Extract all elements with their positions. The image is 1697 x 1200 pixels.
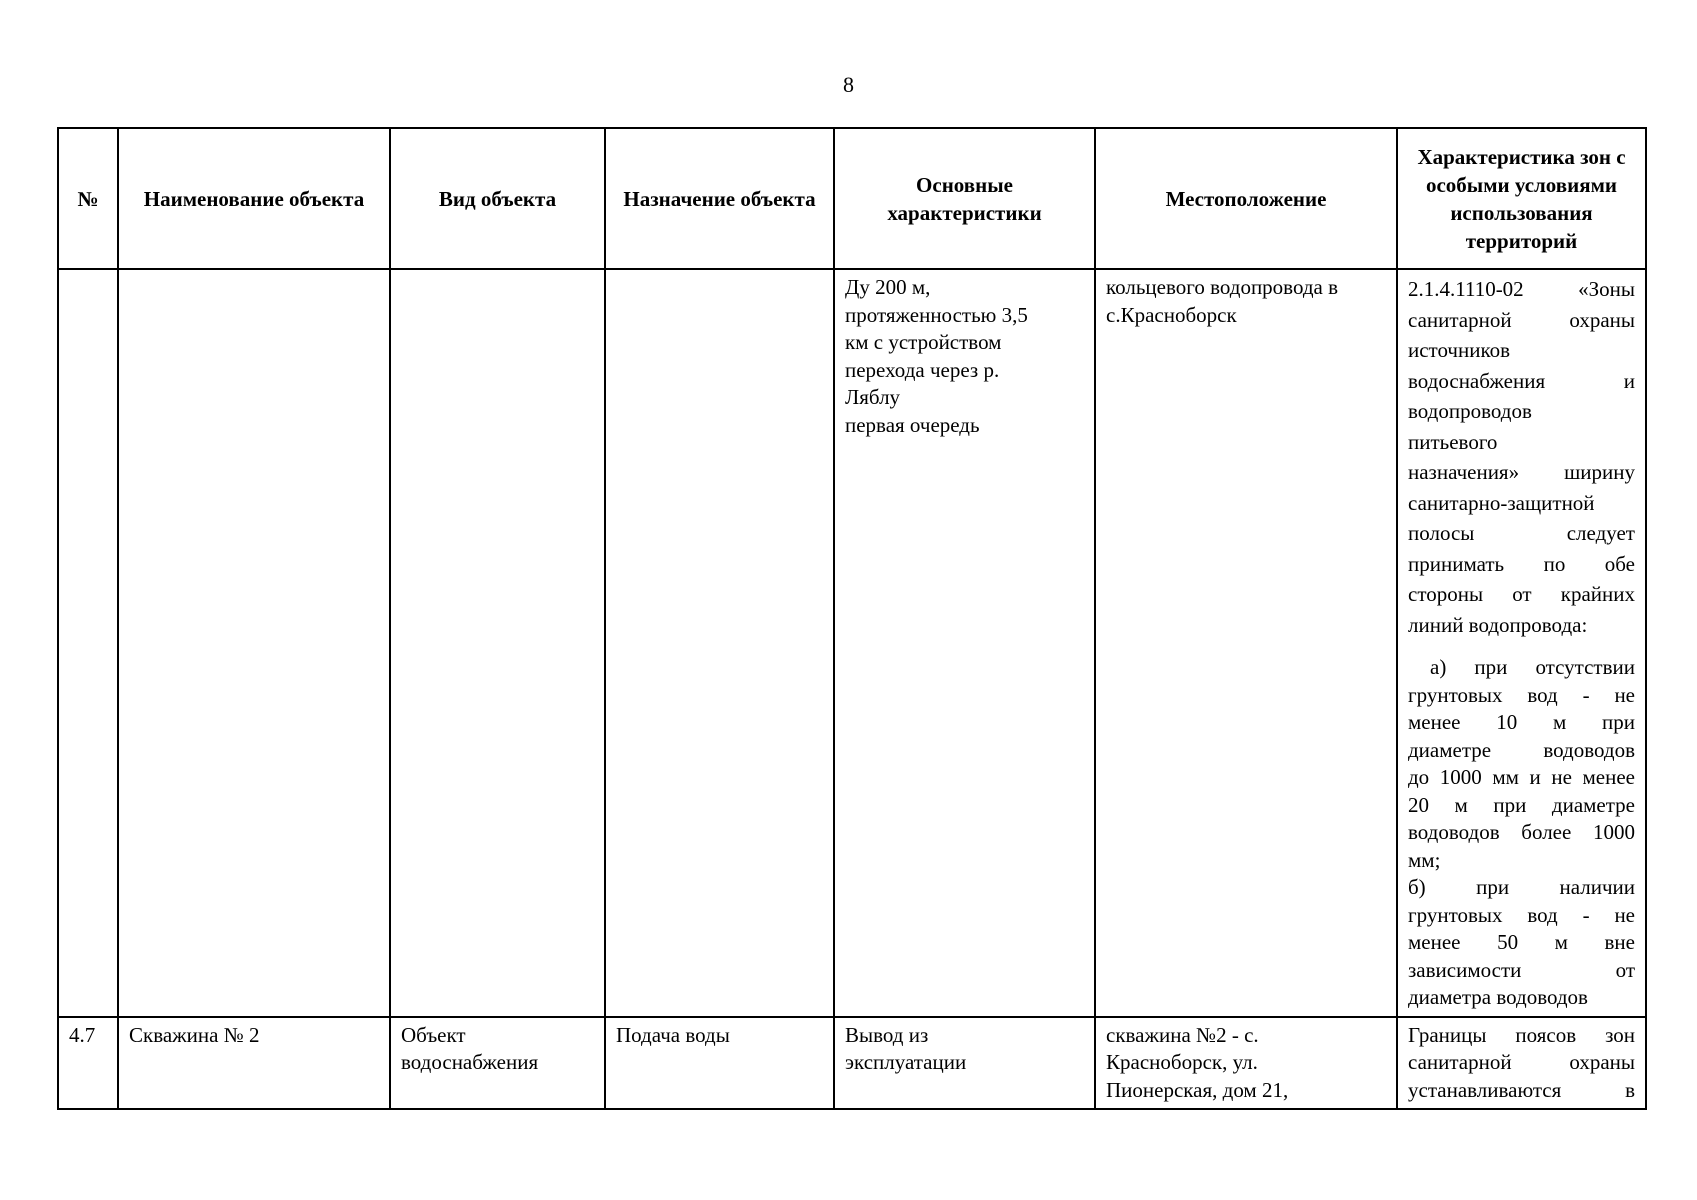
zones-line: водопроводов: [1408, 399, 1532, 423]
characteristics-line: первая очередь: [845, 412, 980, 437]
header-location: Местоположение: [1095, 128, 1397, 269]
characteristics-line: Ляблу: [845, 385, 901, 409]
cell-type: [390, 269, 605, 1017]
zones-line: устанавливаются в: [1408, 1077, 1635, 1102]
cell-characteristics: [834, 269, 1095, 1017]
cell-name: [118, 269, 390, 1017]
zones-line: санитарно-защитной: [1408, 490, 1595, 515]
zones-line: санитарной охраны: [1408, 1050, 1635, 1074]
cell-number: 4.7: [58, 1017, 118, 1110]
zones-line: до 1000 мм и не менее: [1408, 765, 1635, 789]
location-line: Пионерская, дом 21,: [1106, 1077, 1289, 1102]
cell-number: [58, 269, 118, 1017]
zones-line: санитарной охраны: [1408, 307, 1635, 332]
header-purpose: Назначение объекта: [605, 128, 834, 269]
cell-purpose: Подача воды: [605, 1017, 834, 1110]
location-line: кольцевого водопровода в: [1106, 275, 1339, 299]
zones-line: а) при отсутствии: [1430, 655, 1635, 679]
type-line: водоснабжения: [401, 1050, 539, 1074]
characteristics-line: перехода через р.: [845, 357, 1000, 382]
characteristics-line: Ду 200 м,: [845, 275, 931, 299]
location-line: с.Красноборск: [1106, 302, 1237, 327]
location-line: Красноборск, ул.: [1106, 1050, 1258, 1074]
zones-line: диаметра водоводов: [1408, 985, 1588, 1009]
zones-line: менее 50 м вне: [1408, 930, 1635, 954]
zones-line: грунтовых вод - не: [1408, 682, 1635, 707]
header-number: №: [58, 128, 118, 269]
table-header-row: [58, 128, 1646, 269]
zones-line: Границы поясов зон: [1408, 1022, 1635, 1047]
cell-name: Скважина № 2: [118, 1017, 390, 1110]
zones-line: стороны от крайних: [1408, 582, 1635, 606]
header-zones: Характеристика зон с особыми условиями использования территорий: [1397, 128, 1646, 269]
cell-characteristics: [834, 1017, 1095, 1110]
page-number: 8: [843, 72, 854, 97]
zones-line: источников: [1408, 338, 1511, 362]
cell-zones: [1397, 1017, 1646, 1110]
zones-line: менее 10 м при: [1408, 710, 1635, 734]
zones-line: мм;: [1408, 847, 1441, 872]
zones-line: 2.1.4.1110-02 «Зоны: [1408, 277, 1635, 301]
header-name: Наименование объекта: [118, 128, 390, 269]
objects-table: [57, 127, 1647, 1110]
characteristics-line: Вывод из: [845, 1022, 929, 1047]
cell-zones: [1397, 269, 1646, 1017]
zones-line: назначения» ширину: [1408, 460, 1635, 484]
zones-line: б) при наличии: [1408, 875, 1635, 899]
zones-line: водоводов более 1000: [1408, 820, 1635, 844]
zones-line: линий водопровода:: [1408, 612, 1588, 637]
characteristics-line: протяженностью 3,5: [845, 302, 1028, 327]
zones-line: 20 м при диаметре: [1408, 792, 1635, 817]
table-row: [58, 269, 1646, 1017]
characteristics-line: эксплуатации: [845, 1050, 967, 1074]
table-row: [58, 1017, 1646, 1110]
cell-location: [1095, 1017, 1397, 1110]
characteristics-line: км с устройством: [845, 330, 1002, 354]
header-characteristics: Основные характеристики: [834, 128, 1095, 269]
zones-line: принимать по обе: [1408, 551, 1635, 576]
cell-purpose: [605, 269, 834, 1017]
zones-line: зависимости от: [1408, 957, 1635, 982]
header-type: Вид объекта: [390, 128, 605, 269]
zones-line: диаметре водоводов: [1408, 737, 1635, 762]
type-line: Объект: [401, 1022, 466, 1047]
zones-line: полосы следует: [1408, 521, 1635, 545]
zones-line: грунтовых вод - не: [1408, 902, 1635, 927]
cell-location: [1095, 269, 1397, 1017]
cell-type: [390, 1017, 605, 1110]
location-line: скважина №2 - с.: [1106, 1022, 1259, 1047]
zones-line: водоснабжения и: [1408, 368, 1635, 393]
zones-line: питьевого: [1408, 429, 1498, 454]
